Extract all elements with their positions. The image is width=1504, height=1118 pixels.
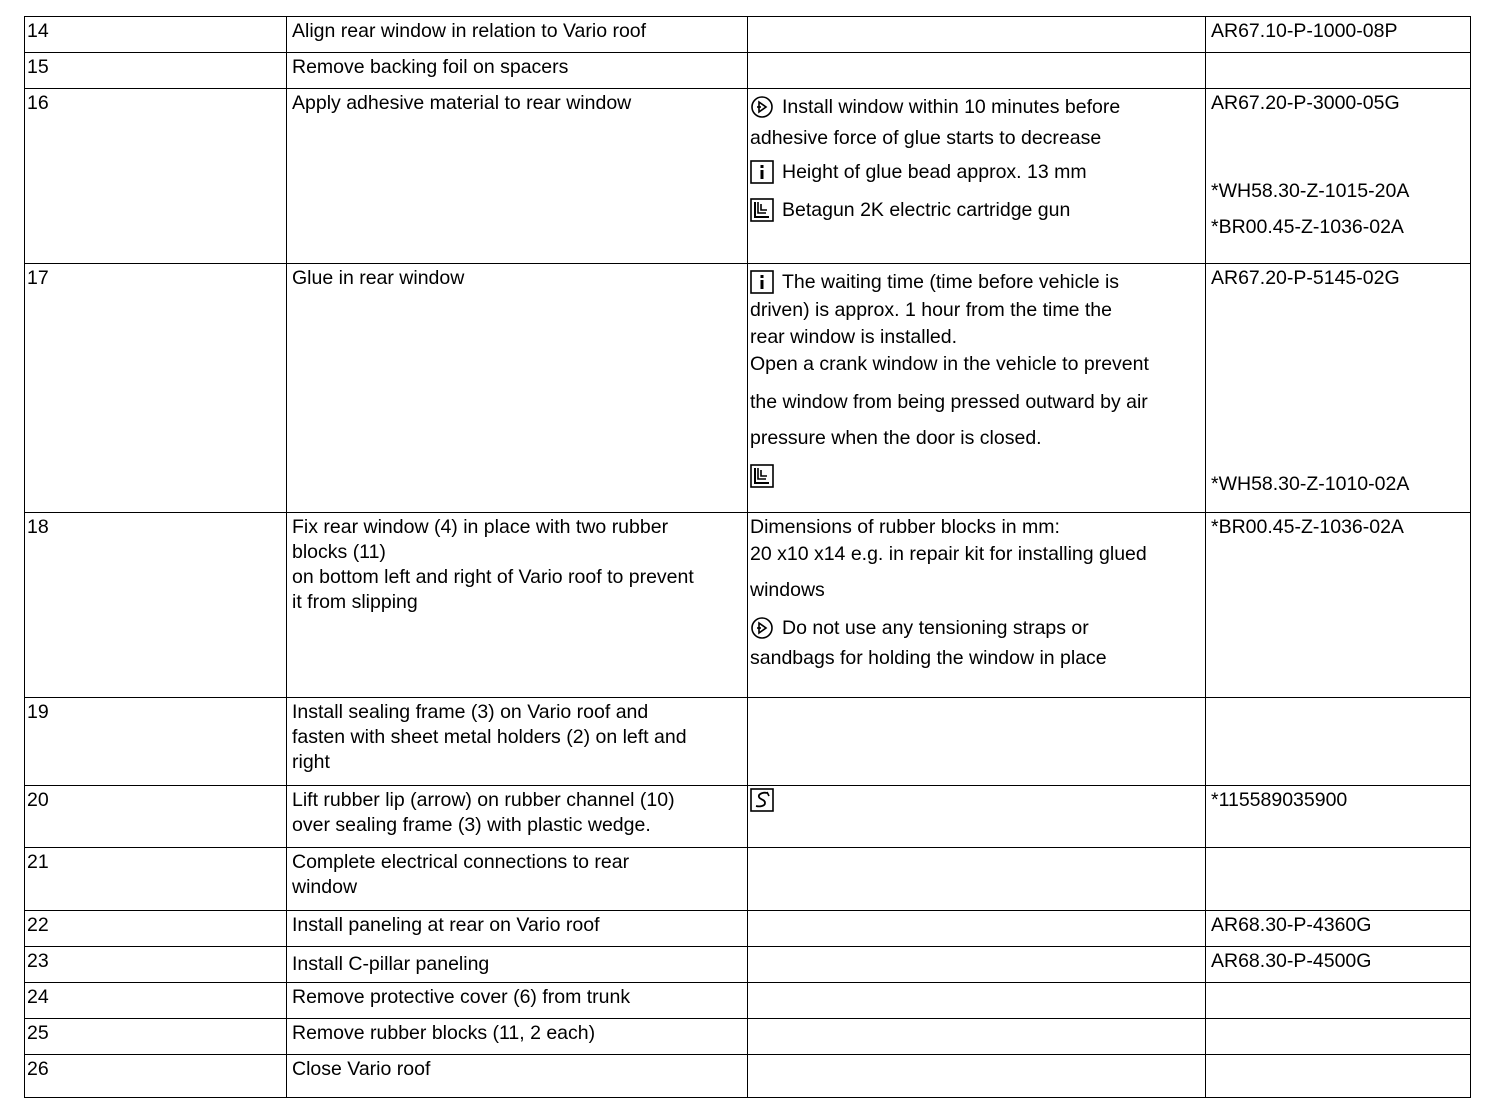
step-references: [1206, 983, 1471, 1019]
step-notes: Dimensions of rubber blocks in mm: 20 x10 x14 e.g. in repair kit for installing glued windows Do not use any tensioning straps or sandbags for holding the window in place: [748, 513, 1206, 698]
info-icon: [750, 160, 774, 184]
reference-link[interactable]: AR67.20-P-5145-02G: [1211, 267, 1400, 289]
step-references: [1206, 911, 1471, 947]
step-references: [1206, 947, 1471, 983]
table-row: [25, 848, 1471, 911]
tool-icon: [750, 788, 774, 812]
step-description: Install paneling at rear on Vario roof: [287, 911, 748, 947]
reference-link[interactable]: AR67.20-P-3000-05G: [1211, 92, 1400, 114]
table-row: [25, 1055, 1471, 1098]
info-icon: [750, 270, 774, 294]
step-notes: [748, 911, 1206, 947]
table-row: [25, 983, 1471, 1019]
step-references: [1206, 89, 1471, 264]
step-notes: The waiting time (time before vehicle is driven) is approx. 1 hour from the time the rear window is installed. Open a crank window in the vehicle to prevent the window from being pressed outward by air pressure when the door is closed.: [748, 264, 1206, 513]
special-tool-icon: [750, 464, 774, 488]
step-number: 19: [25, 698, 287, 786]
table-row: [25, 264, 1471, 513]
step-notes: [748, 1019, 1206, 1055]
step-references: [1206, 513, 1471, 698]
step-description: Remove protective cover (6) from trunk: [287, 983, 748, 1019]
step-references: [1206, 264, 1471, 513]
step-description: Lift rubber lip (arrow) on rubber channel (10) over sealing frame (3) with plastic wedge.: [287, 786, 748, 848]
step-description: Fix rear window (4) in place with two rubber blocks (11) on bottom left and right of Vario roof to prevent it from slipping: [287, 513, 748, 698]
step-number: 16: [25, 89, 287, 264]
table-row: [25, 947, 1471, 983]
step-description: Glue in rear window: [287, 264, 748, 513]
step-number: 15: [25, 53, 287, 89]
reference-link[interactable]: AR68.30-P-4500G: [1211, 950, 1372, 972]
reference-link[interactable]: *BR00.45-Z-1036-02A: [1211, 216, 1404, 238]
step-notes: [748, 17, 1206, 53]
table-row: [25, 513, 1471, 698]
special-tool-icon: [750, 198, 774, 222]
step-notes: [748, 848, 1206, 911]
step-description: Align rear window in relation to Vario roof: [287, 17, 748, 53]
table-row: [25, 698, 1471, 786]
caution-icon: [750, 616, 774, 640]
step-description: Apply adhesive material to rear window: [287, 89, 748, 264]
table-row: [25, 89, 1471, 264]
reference-link[interactable]: *WH58.30-Z-1015-20A: [1211, 180, 1410, 202]
step-description: Close Vario roof: [287, 1055, 748, 1098]
step-description: Install sealing frame (3) on Vario roof and fasten with sheet metal holders (2) on left and right: [287, 698, 748, 786]
step-number: 22: [25, 911, 287, 947]
step-references: [1206, 17, 1471, 53]
step-number: 25: [25, 1019, 287, 1055]
step-description: Complete electrical connections to rear window: [287, 848, 748, 911]
table-row: [25, 17, 1471, 53]
step-description: Install C-pillar paneling: [287, 947, 748, 983]
reference-link[interactable]: *BR00.45-Z-1036-02A: [1211, 516, 1404, 538]
reference-link[interactable]: AR68.30-P-4360G: [1211, 914, 1372, 936]
step-number: 26: [25, 1055, 287, 1098]
step-references: [1206, 698, 1471, 786]
reference-link[interactable]: *WH58.30-Z-1010-02A: [1211, 473, 1410, 495]
step-references: [1206, 848, 1471, 911]
step-number: 23: [25, 947, 287, 983]
table-row: [25, 786, 1471, 848]
step-number: 20: [25, 786, 287, 848]
procedure-table: [24, 16, 1471, 1098]
step-notes: [748, 1055, 1206, 1098]
step-number: 24: [25, 983, 287, 1019]
step-references: [1206, 53, 1471, 89]
step-notes: [748, 983, 1206, 1019]
reference-link[interactable]: *115589035900: [1211, 789, 1348, 811]
step-number: 14: [25, 17, 287, 53]
step-description: Remove backing foil on spacers: [287, 53, 748, 89]
table-row: [25, 1019, 1471, 1055]
reference-link[interactable]: AR67.10-P-1000-08P: [1211, 20, 1398, 42]
step-notes: [748, 698, 1206, 786]
step-notes: [748, 947, 1206, 983]
table-row: [25, 911, 1471, 947]
step-references: [1206, 786, 1471, 848]
step-notes: [748, 53, 1206, 89]
step-number: 18: [25, 513, 287, 698]
step-references: [1206, 1055, 1471, 1098]
table-row: [25, 53, 1471, 89]
step-references: [1206, 1019, 1471, 1055]
step-notes: Install window within 10 minutes before adhesive force of glue starts to decrease Height of glue bead approx. 13 mm Betagun 2K electric cartridge gun: [748, 89, 1206, 264]
step-description: Remove rubber blocks (11, 2 each): [287, 1019, 748, 1055]
step-number: 17: [25, 264, 287, 513]
step-number: 21: [25, 848, 287, 911]
step-notes: [748, 786, 1206, 848]
caution-icon: [750, 95, 774, 119]
